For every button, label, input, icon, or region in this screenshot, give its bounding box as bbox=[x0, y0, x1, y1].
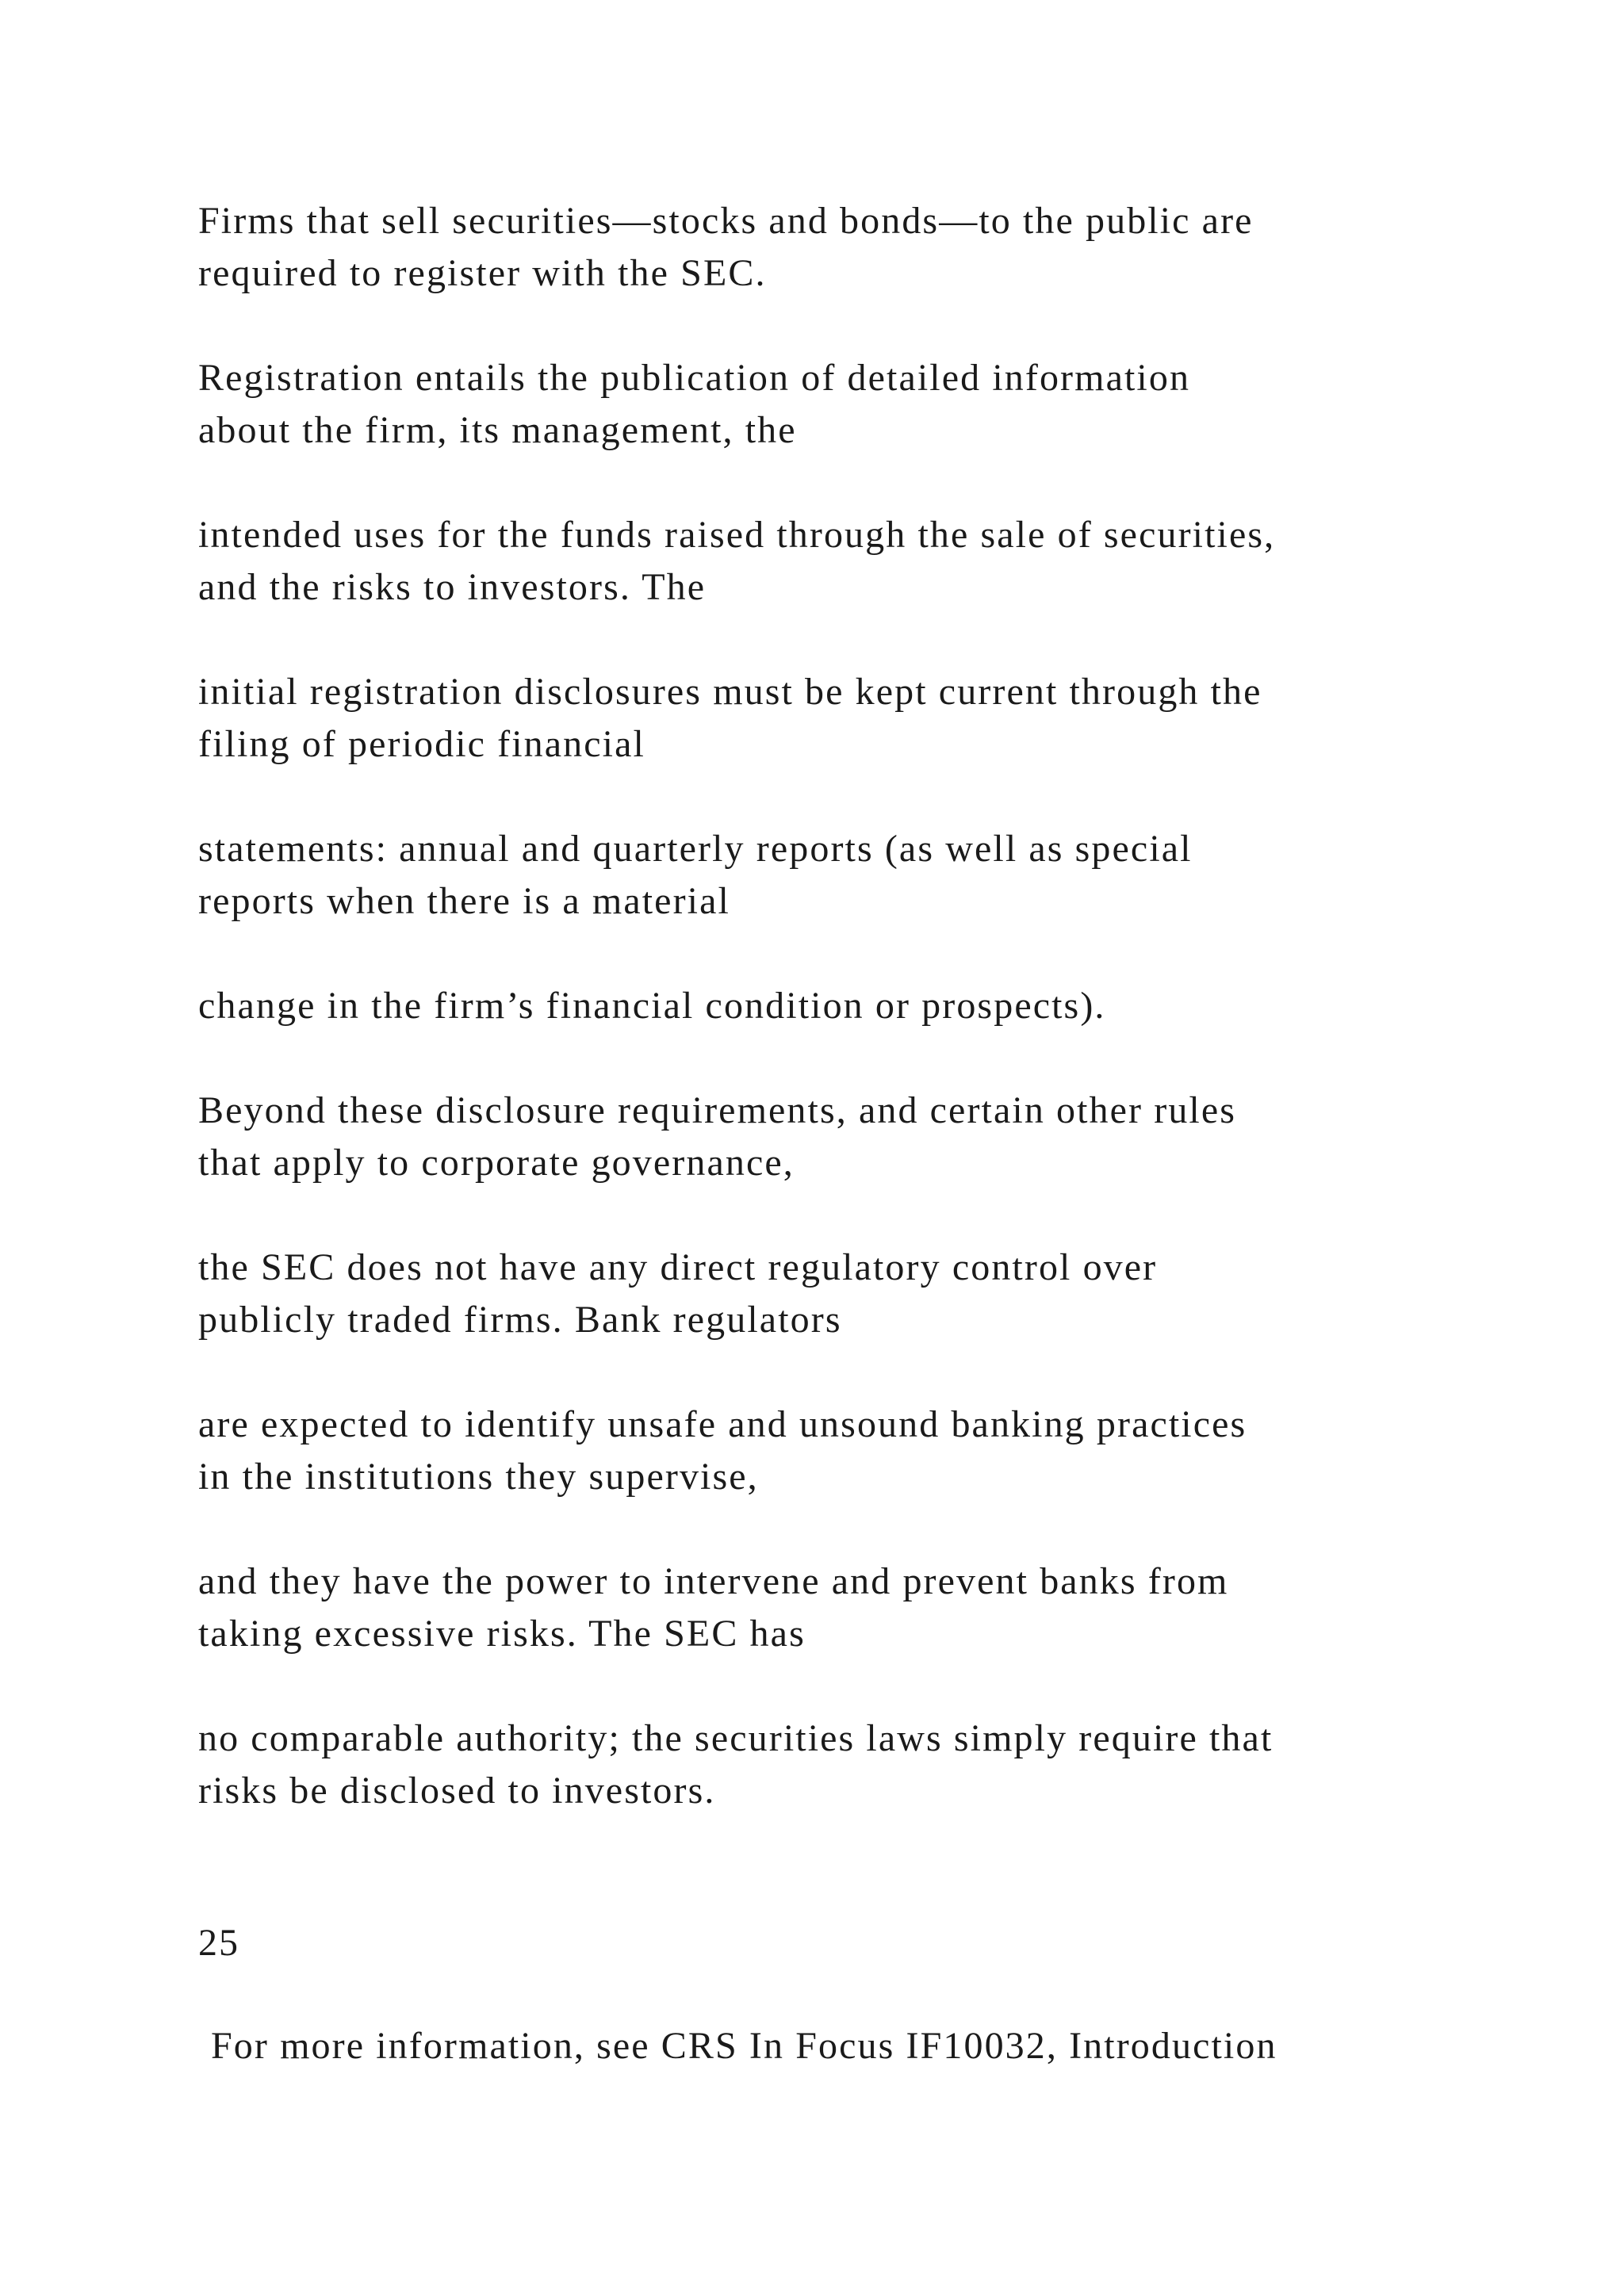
paragraph-1 bbox=[198, 195, 1546, 300]
text-line: intended uses for the funds raised through the sale of securities, bbox=[198, 514, 1276, 556]
text-line: and they have the power to intervene and prevent banks from bbox=[198, 1560, 1229, 1602]
text-line: taking excessive risks. The SEC has bbox=[198, 1613, 806, 1655]
paragraph-4 bbox=[198, 666, 1546, 771]
paragraph-8 bbox=[198, 1242, 1546, 1346]
text-line: initial registration disclosures must be kept current through the bbox=[198, 671, 1262, 713]
paragraph-5 bbox=[198, 823, 1546, 928]
text-line: Firms that sell securities—stocks and bonds—to the public are bbox=[198, 200, 1254, 242]
text-line: Beyond these disclosure requirements, and certain other rules bbox=[198, 1089, 1237, 1131]
text-line: publicly traded firms. Bank regulators bbox=[198, 1299, 842, 1341]
text-line: statements: annual and quarterly reports (as well as special bbox=[198, 828, 1193, 870]
text-line: and the risks to investors. The bbox=[198, 566, 707, 608]
text-line: filing of periodic financial bbox=[198, 723, 645, 765]
text-line: required to register with the SEC. bbox=[198, 252, 767, 294]
text-line: about the firm, its management, the bbox=[198, 409, 797, 451]
paragraph-11 bbox=[198, 1712, 1546, 1817]
text-line: that apply to corporate governance, bbox=[198, 1142, 795, 1184]
text-line: the SEC does not have any direct regulatory control over bbox=[198, 1246, 1158, 1288]
text-line: change in the firm’s financial condition or prospects). bbox=[198, 985, 1106, 1027]
text-line: are expected to identify unsafe and unsound banking practices bbox=[198, 1403, 1247, 1445]
text-line: Registration entails the publication of detailed information bbox=[198, 357, 1191, 399]
paragraph-6 bbox=[198, 980, 1546, 1032]
text-line: in the institutions they supervise, bbox=[198, 1456, 759, 1498]
text-line: risks be disclosed to investors. bbox=[198, 1770, 716, 1812]
footnote-number: 25 bbox=[198, 1922, 239, 1964]
paragraph-9 bbox=[198, 1399, 1546, 1503]
paragraph-3 bbox=[198, 509, 1546, 614]
paragraph-7 bbox=[198, 1085, 1546, 1189]
paragraph-10 bbox=[198, 1556, 1546, 1660]
text-line: reports when there is a material bbox=[198, 880, 730, 922]
paragraph-2 bbox=[198, 352, 1546, 457]
footnote-text: For more information, see CRS In Focus IF10032, Introduction bbox=[211, 2025, 1277, 2067]
text-line: no comparable authority; the securities laws simply require that bbox=[198, 1717, 1274, 1759]
